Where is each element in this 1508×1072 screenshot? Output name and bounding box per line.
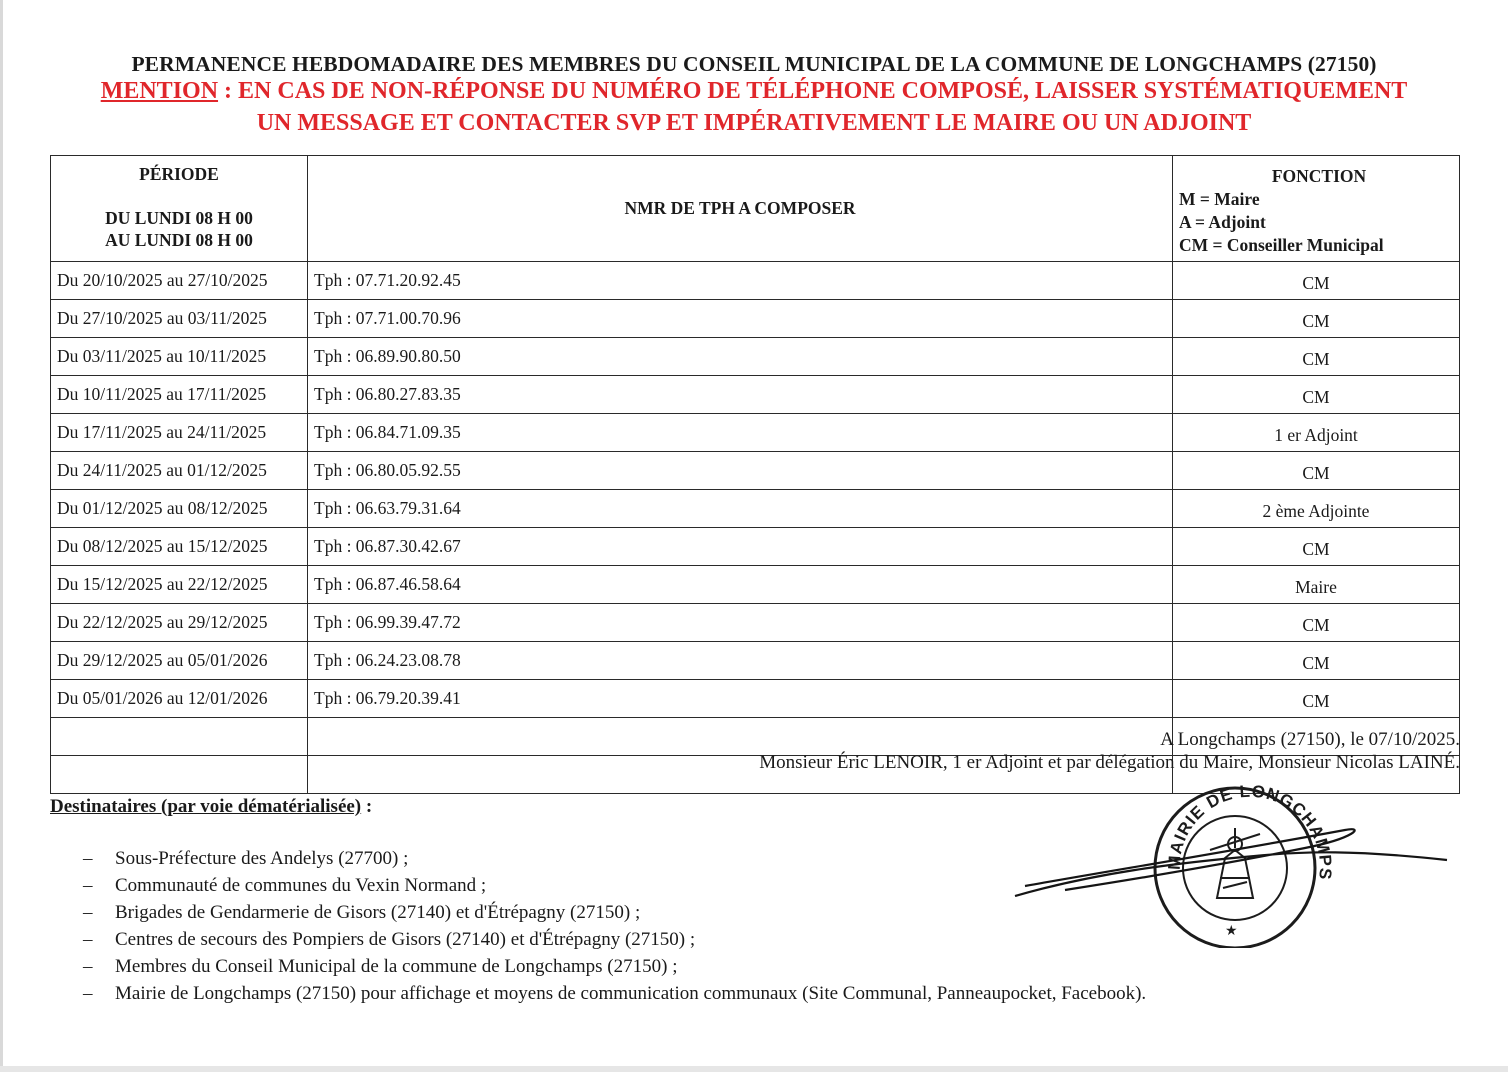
- cell-telephone[interactable]: Tph : 06.84.71.09.35: [308, 414, 1173, 452]
- cell-telephone: [308, 718, 1173, 756]
- legend-maire: M = Maire: [1179, 189, 1260, 209]
- destinataire-text: Centres de secours des Pompiers de Gisors (27140) et d'Étrépagny (27150) ;: [115, 929, 696, 950]
- list-item: [83, 845, 1146, 872]
- table-row: [51, 338, 1460, 376]
- cell-periode: [51, 718, 308, 756]
- cell-telephone[interactable]: Tph : 07.71.20.92.45: [308, 262, 1173, 300]
- table-row: [51, 680, 1460, 718]
- cell-fonction: CM: [1173, 528, 1460, 566]
- header-periode: [51, 156, 308, 262]
- destinataire-text: Sous-Préfecture des Andelys (27700) ;: [115, 848, 409, 869]
- header-fonction-title: FONCTION: [1271, 166, 1367, 186]
- cell-telephone[interactable]: Tph : 06.89.90.80.50: [308, 338, 1173, 376]
- table-row: [51, 414, 1460, 452]
- cell-telephone[interactable]: Tph : 06.80.27.83.35: [308, 376, 1173, 414]
- cell-fonction: CM: [1173, 262, 1460, 300]
- header-periode-from: DU LUNDI 08 H 00: [105, 208, 253, 228]
- dash-bullet: –: [83, 929, 93, 950]
- header-fonction: [1173, 156, 1460, 262]
- mention-line-1: [0, 78, 1508, 105]
- header-periode-to: AU LUNDI 08 H 00: [105, 230, 253, 250]
- mention-text-1: : EN CAS DE NON-RÉPONSE DU NUMÉRO DE TÉLÉPHONE COMPOSÉ, LAISSER SYSTÉMATIQUEMENT: [218, 78, 1408, 104]
- cell-periode: Du 10/11/2025 au 17/11/2025: [51, 376, 308, 414]
- permanence-table: [50, 155, 1460, 794]
- destinataire-text: Membres du Conseil Municipal de la commune de Longchamps (27150) ;: [115, 956, 678, 977]
- list-item: [83, 926, 1146, 953]
- cell-periode: [51, 756, 308, 794]
- cell-fonction: 2 ème Adjointe: [1173, 490, 1460, 528]
- destinataires-label: [50, 796, 372, 818]
- mention-line-2: UN MESSAGE ET CONTACTER SVP ET IMPÉRATIVEMENT LE MAIRE OU UN ADJOINT: [256, 110, 1252, 136]
- dash-bullet: –: [83, 956, 93, 977]
- table-header-row: [51, 156, 1460, 262]
- cell-periode: Du 08/12/2025 au 15/12/2025: [51, 528, 308, 566]
- table-row: [51, 300, 1460, 338]
- stamp-star-icon: ★: [1225, 923, 1238, 939]
- cell-fonction: CM: [1173, 642, 1460, 680]
- cell-fonction: CM: [1173, 604, 1460, 642]
- dash-bullet: –: [83, 848, 93, 869]
- cell-telephone[interactable]: Tph : 06.87.46.58.64: [308, 566, 1173, 604]
- cell-periode: Du 17/11/2025 au 24/11/2025: [51, 414, 308, 452]
- cell-periode: Du 29/12/2025 au 05/01/2026: [51, 642, 308, 680]
- cell-telephone[interactable]: Tph : 06.24.23.08.78: [308, 642, 1173, 680]
- cell-fonction: Maire: [1173, 566, 1460, 604]
- cell-fonction: CM: [1173, 680, 1460, 718]
- cell-telephone[interactable]: Tph : 06.99.39.47.72: [308, 604, 1173, 642]
- cell-fonction: CM: [1173, 338, 1460, 376]
- destinataire-text: Brigades de Gendarmerie de Gisors (27140) et d'Étrépagny (27150) ;: [115, 902, 641, 923]
- table-row: [51, 376, 1460, 414]
- header-periode-title: PÉRIODE: [139, 164, 219, 184]
- cell-fonction: 1 er Adjoint: [1173, 414, 1460, 452]
- scan-edge-left: [0, 0, 3, 1072]
- cell-telephone[interactable]: Tph : 06.87.30.42.67: [308, 528, 1173, 566]
- dash-bullet: –: [83, 983, 93, 1004]
- destinataires-suffix: :: [361, 796, 373, 817]
- place-date: A Longchamps (27150), le 07/10/2025.: [1160, 729, 1460, 750]
- table-row: [51, 452, 1460, 490]
- cell-periode: Du 05/01/2026 au 12/01/2026: [51, 680, 308, 718]
- cell-periode: Du 24/11/2025 au 01/12/2025: [51, 452, 308, 490]
- cell-telephone[interactable]: Tph : 06.79.20.39.41: [308, 680, 1173, 718]
- list-item: [83, 953, 1146, 980]
- document-title: PERMANENCE HEBDOMADAIRE DES MEMBRES DU CONSEIL MUNICIPAL DE LA COMMUNE DE LONGCHAMPS (27150): [131, 52, 1377, 76]
- cell-fonction: CM: [1173, 452, 1460, 490]
- svg-text:MAIRIE DE LONGCHAMPS: [1165, 782, 1336, 882]
- list-item: [83, 980, 1146, 1007]
- cell-periode: Du 03/11/2025 au 10/11/2025: [51, 338, 308, 376]
- table-row: [51, 262, 1460, 300]
- stamp-text: MAIRIE DE LONGCHAMPS: [1164, 781, 1336, 882]
- list-item: [83, 899, 1146, 926]
- destinataire-text: Mairie de Longchamps (27150) pour affichage et moyens de communication communaux (Site Communal, Panneaupocket, Facebook).: [115, 983, 1147, 1004]
- signatory-line: Monsieur Éric LENOIR, 1 er Adjoint et par délégation du Maire, Monsieur Nicolas LAINÉ.: [759, 752, 1460, 773]
- mention-label: MENTION: [100, 78, 219, 104]
- cell-fonction: CM: [1173, 376, 1460, 414]
- dash-bullet: –: [83, 902, 93, 923]
- destinataires-list: [83, 845, 1146, 1007]
- table-row: [51, 490, 1460, 528]
- cell-telephone[interactable]: Tph : 06.63.79.31.64: [308, 490, 1173, 528]
- scan-edge-bottom: [0, 1066, 1508, 1072]
- table-row: [51, 528, 1460, 566]
- cell-periode: Du 27/10/2025 au 03/11/2025: [51, 300, 308, 338]
- cell-periode: Du 01/12/2025 au 08/12/2025: [51, 490, 308, 528]
- legend-adjoint: A = Adjoint: [1179, 212, 1266, 232]
- cell-fonction: CM: [1173, 300, 1460, 338]
- table-row: [51, 566, 1460, 604]
- header-nmr: NMR DE TPH A COMPOSER: [308, 156, 1173, 262]
- cell-periode: Du 22/12/2025 au 29/12/2025: [51, 604, 308, 642]
- table-row: [51, 604, 1460, 642]
- destinataire-text: Communauté de communes du Vexin Normand ;: [115, 875, 487, 896]
- cell-telephone[interactable]: Tph : 07.71.00.70.96: [308, 300, 1173, 338]
- cell-periode: Du 20/10/2025 au 27/10/2025: [51, 262, 308, 300]
- cell-periode: Du 15/12/2025 au 22/12/2025: [51, 566, 308, 604]
- dash-bullet: –: [83, 875, 93, 896]
- destinataires-title: Destinataires (par voie dématérialisée): [50, 796, 362, 817]
- table-body: [51, 262, 1460, 794]
- cell-telephone[interactable]: Tph : 06.80.05.92.55: [308, 452, 1173, 490]
- table-row: [51, 642, 1460, 680]
- list-item: [83, 872, 1146, 899]
- legend-conseiller: CM = Conseiller Municipal: [1179, 235, 1384, 255]
- official-stamp-and-signature: [1005, 778, 1455, 948]
